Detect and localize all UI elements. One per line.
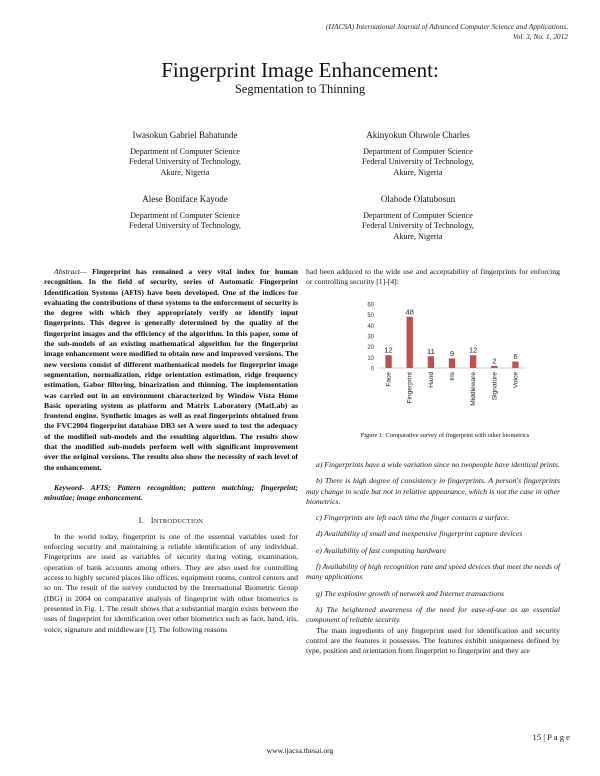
section-heading: I. INTRODUCTION (138, 515, 204, 525)
category-label: Fingerprint (406, 372, 414, 404)
abstract-text: Fingerprint has remained a very vital index for human recognition. In the field of security, series of Automatic Fingerprint Identification Systems (AFIS) have been developed. One of the indices for evaluating the contributions of these systems to the enforcement of security is the degree with which they appropriately verify or identify input fingerprints. This degree is generally determined by the quality of the fingerprint images and the efficiency of the algorithm. In this paper, some of the sub-models of an existing mathematical algorithm for the fingerprint image enhancement were modified to obtain new and improved versions. The new versions consist of different mathematical models for fingerprint image segmentation, normalization, ridge orientation estimation, ridge frequency estimation, Gabor filtering, binarization and thinning. The implementation was carried out in an environment characterized by Window Vista Home Basic operating system as platform and Matrix Laboratory (MatLab) as frontend engine. Synthetic images as well as real fingerprints obtained from the FVC2004 fingerprint database DB3 set A were used to test the adequacy of the modified sub-models and the resulting algorithm. The results show that the modified sub-models perform well with significant improvement over the original versions. The results also show the necessity of each level of the enhancement. (44, 267, 298, 472)
data-label: 9 (449, 348, 455, 358)
author-dept: Department of Computer Science (130, 210, 240, 220)
category-label: Signature (491, 372, 499, 401)
data-label: 48 (405, 307, 414, 317)
author-loc: Akure, Nigeria (160, 167, 210, 177)
category-label: Voice (512, 372, 520, 389)
author-dept: Department of Computer Science (130, 146, 240, 156)
author-name: Alese Boniface Kayode (142, 194, 228, 204)
category-label: Iris (449, 372, 456, 381)
y-tick-label: 30 (367, 334, 374, 341)
abstract (44, 267, 298, 473)
y-tick-label: 50 (367, 313, 374, 320)
bar (470, 355, 476, 368)
author-name: Iwasokun Gabriel Babatunde (132, 130, 238, 140)
biometrics-bar-chart (356, 296, 532, 424)
author-name: Olabode Olatubosun (380, 194, 456, 204)
abstract-label: Abstract— (54, 267, 87, 276)
author-block (323, 130, 513, 178)
y-tick-label: 0 (370, 366, 374, 373)
author-loc: Akure, Nigeria (393, 167, 443, 177)
data-label: 2 (492, 356, 497, 366)
bar (512, 362, 518, 368)
category-label: Hand (427, 372, 435, 388)
y-tick-label: 20 (367, 345, 374, 352)
y-tick-label: 40 (367, 323, 374, 330)
footer-url: www.ijacsa.thesai.org (266, 746, 334, 755)
author-univ: Federal University of Technology, (362, 157, 474, 167)
author-block (323, 194, 513, 242)
category-label: Face (385, 372, 393, 387)
y-tick-label: 60 (367, 302, 374, 309)
bar (449, 358, 455, 368)
list-item: c) Fingerprints are left each time the finger contacts a surface. (316, 513, 510, 523)
list-item: h) The heightened awareness of the need for ease-of-use as an essential component of reliable security. (306, 604, 560, 625)
data-label: 6 (513, 352, 518, 362)
bar (428, 356, 434, 368)
features-paragraph: The main ingredients of any fingerprint used for identification and security control are the features it possesses. The features exhibit uniqueness defined by type, position and orientation from fingerprint to fingerprint and they are (306, 625, 560, 656)
author-dept: Department of Computer Science (363, 210, 473, 220)
list-item: f) Availability of high recognition rate and speed devices that meet the needs of many applications (306, 562, 560, 582)
author-loc: Akure, Nigeria (393, 231, 443, 241)
page-number: 15 | P a g e (532, 732, 570, 742)
left-column (44, 267, 298, 635)
list-item: e) Availability of fast computing hardware (316, 545, 446, 555)
author-dept: Department of Computer Science (363, 146, 473, 156)
reasons-intro: had been adduced to the wide use and acceptability of fingerprints for enforcing or controlling security [1]-[4]: (306, 267, 560, 287)
journal-header (326, 22, 568, 42)
author-univ: Federal University of Technology, (129, 157, 241, 167)
y-tick-label: 10 (367, 355, 374, 362)
list-item: g) The explosive growth of network and Internet transactions (316, 588, 505, 598)
data-label: 12 (468, 345, 478, 355)
data-label: 11 (426, 346, 435, 356)
intro-paragraph: In the world today, fingerprint is one of the essential variables used for enforcing security and maintaining a reliable identification of any individual. Fingerprints are used as variables of security during voting, examination, operation of bank accounts among others. They are also used for controlling access to highly secured places like offices, equipment rooms, control centers and so on. The result of the survey conducted by the International Biometric Group (IBG) in 2004 on comparative analysis of fingerprint with other biometrics is presented in Fig. 1. The result shows that a substantial margin exists between the uses of fingerprint for identification over other biometrics such as face, hand, iris, voice, signature and middleware [1]. The following reasons (44, 531, 298, 634)
list-item: a) Fingerprints have a wide variation since no twopeople have identical prints. (316, 460, 560, 469)
author-univ: Federal University of Technology, (362, 221, 474, 231)
bar (491, 366, 497, 368)
list-item: b) There is high degree of consistency in fingerprints. A person's fingerprints may change in scale but not in relative appearance, which is not the case in other biometrics. (306, 476, 560, 506)
author-name: Akinyokun Oluwole Charles (366, 130, 470, 140)
list-item: d) Availability of small and inexpensive fingerprint capture devices (316, 529, 523, 539)
journal-volume: Vol. 3, No. 1, 2012 (512, 32, 568, 41)
keywords: Keyword- AFIS; Pattern recognition; pattern matching; fingerprint; minutiae; image enhancement. (44, 482, 298, 503)
author-block (90, 194, 280, 232)
right-column-bottom (306, 460, 560, 656)
bar (385, 355, 391, 368)
bar (407, 317, 413, 368)
author-univ: Federal University of Technology, (129, 221, 241, 231)
author-block (90, 130, 280, 178)
data-label: 12 (384, 345, 393, 355)
category-label: Middleware (470, 372, 478, 406)
right-column-top (306, 267, 560, 288)
figure-caption: Figure 1: Comparative survey of fingerprint with other biometrics (360, 432, 530, 439)
paper-title: Fingerprint Image Enhancement: (161, 58, 439, 82)
journal-name: (IJACSA) International Journal of Advanced Computer Science and Applications, (325, 22, 568, 31)
paper-subtitle: Segmentation to Thinning (234, 82, 366, 96)
